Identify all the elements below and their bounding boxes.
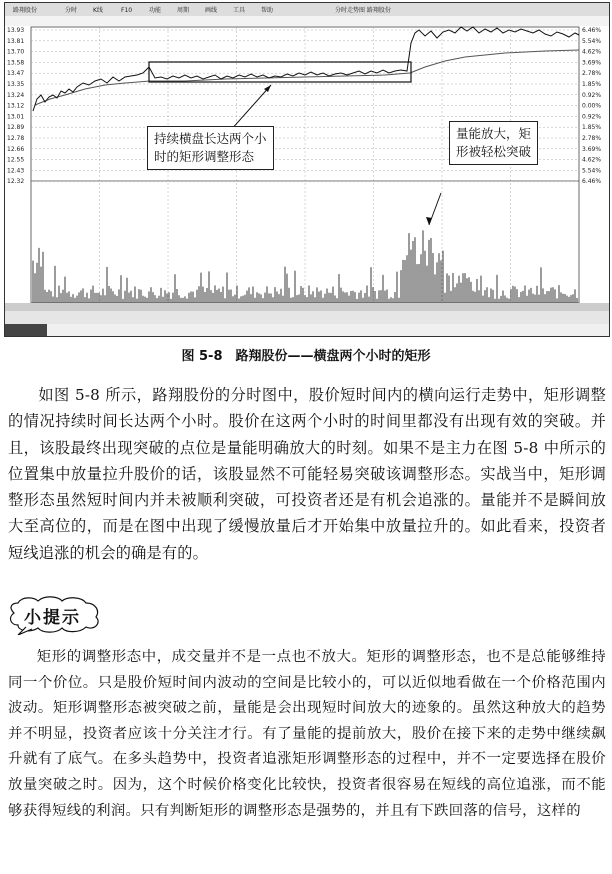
app-name: 路翔股份 xyxy=(13,7,38,14)
percent-tick-label: 5.54% xyxy=(582,167,602,175)
price-tick-label: 13.35 xyxy=(7,81,25,88)
percent-axis xyxy=(582,27,601,185)
percent-tick-label: 0.00% xyxy=(582,102,602,110)
price-tick-label: 12.78 xyxy=(7,135,25,142)
menu-item[interactable]: F10 xyxy=(121,7,133,14)
menu-item[interactable]: K线 xyxy=(93,7,103,14)
average-price-line xyxy=(35,50,579,105)
price-tick-label: 12.89 xyxy=(7,124,25,132)
price-line xyxy=(33,27,579,111)
price-tick-label: 13.47 xyxy=(7,70,25,78)
chart-tab-bar[interactable] xyxy=(5,303,609,311)
percent-tick-label: 5.54% xyxy=(582,37,602,45)
menu-item[interactable]: 周期 xyxy=(177,7,190,14)
price-tick-label: 13.01 xyxy=(7,113,25,121)
callout-rectangle-line1: 持续横盘长达两个小 xyxy=(154,131,267,146)
price-tick-label: 13.93 xyxy=(7,27,25,34)
menu-item[interactable]: 分时 xyxy=(65,7,78,14)
percent-tick-label: 0.92% xyxy=(582,91,602,99)
body-paragraph: 如图 5-8 所示，路翔股份的分时图中，股价短时间内的横向运行走势中，矩形调整的情况持续时间长达两个小时。股价在这两个小时的时间里都没有出现有效的突破。并且，该股最终出现突破的点位是量能明确放大的时刻。如果不是主力在图 5-8 中所示的位置集中放量拉升股价的话，该股显然不可能轻易突破该调整形态。实战当中，矩形调整形态虽然短时间内并未被顺利突破，可投资者还是有机会追涨的。量能并不是瞬间放大至高位的，而是在图中出现了缓慢放量后才开始集中放量拉升的。如此看来，投资者短线追涨的机会的确是有的。 xyxy=(8,386,606,562)
percent-tick-label: 4.62% xyxy=(582,48,602,56)
percent-tick-label: 4.62% xyxy=(582,156,602,164)
callout-rectangle xyxy=(147,126,274,170)
intraday-chart-figure xyxy=(4,2,610,337)
menu-item[interactable]: 工具 xyxy=(233,7,246,14)
percent-tick-label: 1.85% xyxy=(582,81,602,88)
status-bar xyxy=(5,324,609,336)
percent-tick-label: 0.92% xyxy=(582,113,602,121)
news-ticker xyxy=(5,311,609,324)
callout-breakout xyxy=(449,121,538,165)
chart-grid xyxy=(31,27,579,303)
callout-rectangle-line2: 时的矩形调整形态 xyxy=(154,149,255,164)
tip-body: 矩形的调整形态中，成交量并不是一点也不放大。矩形的调整形态，也不是总能够维持同一个价位。只是股价短时间内波动的空间是比较小的，可以近似地看做在一个价格范围内波动。矩形调整形态被突破之前，量能是会出现短时间放大的迹象的。虽然这种放大的趋势并不明显，投资者应该十分关注才行。有了量能的提前放大，股价在接下来的走势中继续飙升就有了底气。在多头趋势中，投资者追涨矩形调整形态的过程中，并不一定要选择在股价放量突破之时。因为，这个时候价格变化比较快，投资者很容易在短线的高位追涨，而不能够获得短线的利润。只有判断矩形的调整形态是强势的，并且有下跌回落的信号，这样的 xyxy=(8,649,606,819)
menu-item[interactable]: 功能 xyxy=(149,7,162,14)
price-tick-label: 12.55 xyxy=(7,156,25,164)
price-tick-label: 13.12 xyxy=(7,102,25,110)
chart-subtitle-bar xyxy=(5,16,609,26)
callout-breakout-line1: 量能放大，矩 xyxy=(456,126,532,141)
start-button[interactable] xyxy=(5,324,47,336)
callout-breakout-line2: 形被轻松突破 xyxy=(456,144,532,159)
rectangle-consolidation-box xyxy=(149,62,411,82)
percent-tick-label: 1.85% xyxy=(582,124,602,132)
menu-item[interactable]: 帮助 xyxy=(261,7,274,14)
figure-caption: 图 5-8 路翔股份——横盘两个小时的矩形 xyxy=(181,349,431,364)
arrow-head-icon xyxy=(426,217,432,225)
percent-tick-label: 6.46% xyxy=(582,27,602,34)
price-tick-label: 12.66 xyxy=(7,145,25,153)
percent-tick-label: 3.69% xyxy=(582,59,602,67)
percent-tick-label: 6.46% xyxy=(582,178,602,186)
price-tick-label: 13.58 xyxy=(7,59,25,67)
price-axis xyxy=(7,27,24,185)
intraday-chart xyxy=(5,3,609,336)
chart-window-title: 分时走势图 路翔股份 xyxy=(335,7,391,14)
percent-tick-label: 2.78% xyxy=(582,70,602,78)
menu-item[interactable]: 画线 xyxy=(205,7,218,14)
price-tick-label: 13.81 xyxy=(7,37,25,45)
percent-tick-label: 2.78% xyxy=(582,135,602,142)
price-tick-label: 13.70 xyxy=(7,48,25,56)
percent-tick-label: 3.69% xyxy=(582,145,602,153)
arrow-to-rectangle xyxy=(230,85,271,131)
price-tick-label: 12.43 xyxy=(7,167,25,175)
tip-title: 小提示 xyxy=(24,608,81,628)
price-tick-label: 13.24 xyxy=(7,91,25,99)
price-tick-label: 12.32 xyxy=(7,178,25,186)
